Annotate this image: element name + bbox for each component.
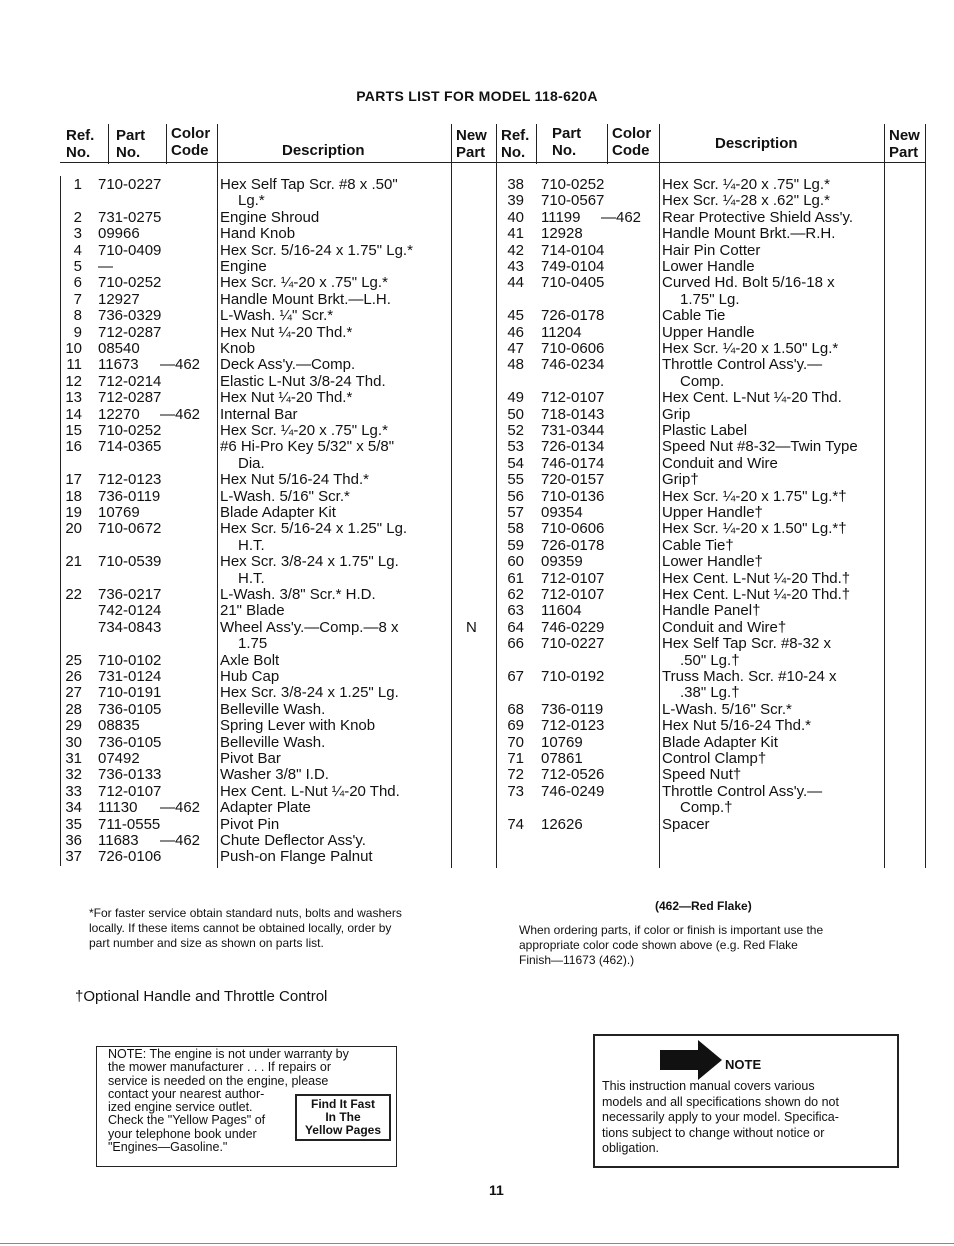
part-no: 736-0119 bbox=[98, 487, 161, 505]
ref-no: 14 bbox=[65, 405, 82, 423]
ref-no: 32 bbox=[65, 766, 82, 784]
part-no: 712-0123 bbox=[98, 471, 162, 489]
description: Hex Cent. L-Nut ¼-20 Thd. bbox=[220, 782, 400, 800]
ref-no: 16 bbox=[65, 438, 82, 456]
part-no: 712-0107 bbox=[541, 569, 605, 587]
description: Hex Cent. L-Nut ¼-20 Thd.† bbox=[662, 569, 851, 587]
part-no: 736-0105 bbox=[98, 733, 162, 751]
ref-no: 50 bbox=[507, 405, 524, 423]
part-no: 11130 bbox=[98, 799, 138, 817]
ref-no: 17 bbox=[65, 471, 82, 489]
description: Truss Mach. Scr. #10-24 x bbox=[662, 668, 837, 685]
ref-no: 53 bbox=[507, 438, 524, 456]
yellow-pages-logo: Find It Fast In The Yellow Pages bbox=[295, 1094, 391, 1141]
part-no: 710-0672 bbox=[98, 520, 162, 538]
color-code: —462 bbox=[160, 832, 201, 849]
col-header-color-left: Color Code bbox=[171, 125, 211, 159]
description: Hex Scr. ¼-20 x .75" Lg.* bbox=[662, 176, 830, 193]
part-no: 736-0329 bbox=[98, 307, 162, 325]
standard-parts-footnote: *For faster service obtain standard nuts, bolts and washers locally. If these items cannot be obtained locally, order by part number and size as shown on parts list. bbox=[89, 906, 402, 950]
part-no: 736-0119 bbox=[541, 700, 604, 718]
part-no: 11204 bbox=[541, 323, 582, 341]
ref-no: 4 bbox=[73, 241, 82, 259]
ref-no: 44 bbox=[507, 274, 524, 292]
ref-no: 7 bbox=[73, 290, 82, 308]
bottom-rule bbox=[0, 1243, 954, 1244]
part-no: 08835 bbox=[98, 717, 140, 735]
description: Lower Handle bbox=[662, 258, 755, 275]
part-no: 746-0234 bbox=[541, 356, 605, 374]
part-no: 10769 bbox=[98, 504, 140, 521]
part-no: 736-0105 bbox=[98, 700, 162, 718]
part-no: 10769 bbox=[541, 733, 583, 751]
divider bbox=[884, 124, 885, 868]
part-no: — bbox=[98, 258, 113, 275]
description-cont: H.T. bbox=[238, 569, 265, 587]
ref-no: 19 bbox=[65, 504, 82, 521]
description: Belleville Wash. bbox=[220, 700, 326, 718]
ref-no: 34 bbox=[65, 799, 82, 817]
col-header-color-right: Color Code bbox=[612, 125, 652, 159]
color-code-legend: (462—Red Flake) bbox=[655, 899, 752, 913]
ref-no: 15 bbox=[65, 422, 82, 439]
part-no: 746-0174 bbox=[541, 454, 605, 472]
ref-no: 25 bbox=[65, 651, 82, 669]
ref-no: 18 bbox=[65, 487, 82, 505]
description-cont: Lg.* bbox=[238, 192, 265, 210]
ref-no: 70 bbox=[507, 733, 524, 751]
ref-no: 26 bbox=[65, 668, 82, 685]
col-header-part-no-right: Part No. bbox=[552, 125, 582, 159]
part-no: 12928 bbox=[541, 225, 583, 243]
ref-no: 58 bbox=[507, 520, 524, 538]
part-no: 726-0178 bbox=[541, 536, 605, 554]
description: Throttle Control Ass'y.— bbox=[662, 782, 823, 800]
description: Deck Ass'y.—Comp. bbox=[220, 356, 356, 374]
description: L-Wash. 5/16" Scr.* bbox=[662, 700, 792, 718]
part-no: 12927 bbox=[98, 290, 140, 308]
part-no: 12626 bbox=[541, 815, 583, 833]
description: 21" Blade bbox=[220, 602, 285, 620]
divider bbox=[925, 124, 926, 868]
ref-no: 33 bbox=[65, 782, 82, 800]
description: Chute Deflector Ass'y. bbox=[220, 832, 366, 849]
description: Hex Nut 5/16-24 Thd.* bbox=[662, 717, 811, 735]
ordering-footnote: When ordering parts, if color or finish is important use the appropriate color code shown above (e.g. Red Flake Finish—11673 (462).) bbox=[519, 923, 824, 967]
ref-no: 27 bbox=[65, 684, 82, 702]
ref-no: 31 bbox=[65, 750, 82, 767]
description: Internal Bar bbox=[220, 405, 298, 423]
ref-no: 29 bbox=[65, 717, 82, 735]
description: Hair Pin Cotter bbox=[662, 241, 761, 259]
ref-no: 12 bbox=[65, 372, 82, 390]
description: Hex Self Tap Scr. #8-32 x bbox=[662, 635, 831, 653]
part-no: 11604 bbox=[541, 602, 582, 620]
description: Hex Nut ¼-20 Thd.* bbox=[220, 323, 353, 341]
description: Knob bbox=[220, 340, 256, 357]
part-no: 736-0217 bbox=[98, 586, 162, 603]
part-no: 718-0143 bbox=[541, 405, 605, 423]
ref-no: 39 bbox=[507, 192, 524, 210]
description-cont: Comp. bbox=[680, 372, 725, 390]
description: Pivot Pin bbox=[220, 815, 280, 833]
ref-no: 60 bbox=[507, 553, 524, 571]
ref-no: 52 bbox=[507, 422, 524, 439]
description: Hex Self Tap Scr. #8 x .50" bbox=[220, 176, 398, 193]
description: Washer 3/8" I.D. bbox=[220, 766, 329, 784]
col-header-description-right: Description bbox=[715, 135, 798, 152]
ref-no: 45 bbox=[507, 307, 524, 325]
description: Handle Panel† bbox=[662, 602, 761, 620]
description: Handle Mount Brkt.—R.H. bbox=[662, 225, 836, 243]
description: Hex Scr. 3/8-24 x 1.75" Lg. bbox=[220, 553, 399, 571]
part-no: 09354 bbox=[541, 504, 583, 521]
ref-no: 47 bbox=[507, 340, 524, 357]
divider bbox=[166, 124, 167, 164]
description: Speed Nut #8-32—Twin Type bbox=[662, 438, 858, 456]
ref-no: 3 bbox=[73, 225, 82, 243]
ref-no: 69 bbox=[507, 717, 524, 735]
description: Grip bbox=[662, 405, 691, 423]
col-header-ref-right: Ref. No. bbox=[501, 127, 530, 161]
part-no: 710-0252 bbox=[541, 176, 605, 193]
description: Conduit and Wire† bbox=[662, 618, 787, 636]
ref-no: 43 bbox=[507, 258, 524, 275]
manual-note-text: This instruction manual covers various models and all specifications shown do not necessarily apply to your model. Specifica- tions subject to change without notice or obligation. bbox=[602, 1079, 839, 1155]
ref-no: 55 bbox=[507, 471, 524, 489]
ref-no: 40 bbox=[507, 208, 524, 226]
ref-no: 59 bbox=[507, 536, 524, 554]
description: Upper Handle bbox=[662, 323, 755, 341]
part-no: 11683 bbox=[98, 832, 139, 849]
part-no: 712-0107 bbox=[541, 389, 605, 407]
part-no: 734-0843 bbox=[98, 618, 162, 636]
ref-no: 56 bbox=[507, 487, 524, 505]
description: Lower Handle† bbox=[662, 553, 763, 571]
description: L-Wash. 5/16" Scr.* bbox=[220, 487, 350, 505]
part-no: 746-0229 bbox=[541, 618, 605, 636]
part-no: 726-0178 bbox=[541, 307, 605, 325]
divider bbox=[536, 124, 537, 164]
divider bbox=[217, 124, 218, 868]
description: Hex Cent. L-Nut ¼-20 Thd.† bbox=[662, 586, 851, 603]
ref-no: 42 bbox=[507, 241, 524, 259]
part-no: 712-0107 bbox=[98, 782, 162, 800]
ref-no: 67 bbox=[507, 668, 524, 685]
description: Axle Bolt bbox=[220, 651, 280, 669]
description: Rear Protective Shield Ass'y. bbox=[662, 208, 854, 226]
ref-no: 71 bbox=[507, 750, 524, 767]
part-no: 710-0567 bbox=[541, 192, 605, 210]
col-header-new-left: New Part bbox=[456, 127, 487, 161]
ref-no: 22 bbox=[65, 586, 82, 603]
page-number: 11 bbox=[489, 1182, 504, 1198]
ref-no: 10 bbox=[65, 340, 82, 357]
description: Hex Nut ¼-20 Thd.* bbox=[220, 389, 353, 407]
ref-no: 62 bbox=[507, 586, 524, 603]
description: Hex Scr. ¼-20 x 1.75" Lg.*† bbox=[662, 487, 847, 505]
description: L-Wash. ¼" Scr.* bbox=[220, 307, 334, 325]
color-code: —462 bbox=[160, 405, 201, 423]
ref-no: 13 bbox=[65, 389, 82, 407]
description-cont: .38" Lg.† bbox=[680, 684, 740, 702]
description: Hex Scr. ¼-20 x 1.50" Lg.*† bbox=[662, 520, 847, 538]
part-no: 731-0344 bbox=[541, 422, 605, 439]
ref-no: 61 bbox=[507, 569, 524, 587]
description: L-Wash. 3/8" Scr.* H.D. bbox=[220, 586, 376, 603]
description: Cable Tie† bbox=[662, 536, 734, 554]
part-no: 710-0606 bbox=[541, 520, 605, 538]
engine-note-text: NOTE: The engine is not under warranty by the mower manufacturer . . . If repairs or service is needed on the engine, please contact your nearest author- ized engine service outlet. Check the "Yellow Pages" of your telephone book under "Engines—Gasoline." bbox=[108, 1047, 349, 1155]
ref-no: 21 bbox=[65, 553, 82, 571]
description: Engine Shroud bbox=[220, 208, 320, 226]
part-no: 11673 bbox=[98, 356, 139, 374]
ref-no: 6 bbox=[73, 274, 82, 292]
description: Hex Scr. ¼-28 x .62" Lg.* bbox=[662, 192, 830, 210]
description: Hex Scr. 3/8-24 x 1.25" Lg. bbox=[220, 684, 399, 702]
part-no: 710-0252 bbox=[98, 274, 162, 292]
description: Adapter Plate bbox=[220, 799, 311, 817]
description: Hex Scr. ¼-20 x 1.50" Lg.* bbox=[662, 340, 839, 357]
ref-no: 11 bbox=[66, 356, 82, 374]
ref-no: 73 bbox=[507, 782, 524, 800]
description: Hex Scr. 5/16-24 x 1.25" Lg. bbox=[220, 520, 408, 538]
col-header-part-no-left: Part No. bbox=[116, 127, 146, 161]
ref-no: 2 bbox=[73, 208, 82, 226]
part-no: 12270 bbox=[98, 405, 140, 423]
divider bbox=[496, 124, 497, 868]
part-no: 712-0107 bbox=[541, 586, 605, 603]
divider bbox=[607, 124, 608, 164]
description-cont: H.T. bbox=[238, 536, 265, 554]
description-cont: .50" Lg.† bbox=[680, 651, 740, 669]
part-no: 07492 bbox=[98, 750, 140, 767]
part-no: 710-0227 bbox=[541, 635, 605, 653]
description: Elastic L-Nut 3/8-24 Thd. bbox=[220, 372, 386, 390]
description-cont: 1.75 bbox=[238, 635, 268, 653]
ref-no: 35 bbox=[65, 815, 82, 833]
manual-note-label: NOTE bbox=[725, 1057, 762, 1072]
header-rule bbox=[60, 162, 926, 163]
description: Grip† bbox=[662, 471, 699, 489]
description: Curved Hd. Bolt 5/16-18 x bbox=[662, 274, 835, 292]
part-no: 710-0136 bbox=[541, 487, 605, 505]
ref-no: 8 bbox=[73, 307, 82, 325]
part-no: 07861 bbox=[541, 750, 583, 767]
ref-no: 9 bbox=[73, 323, 82, 341]
part-no: 710-0409 bbox=[98, 241, 162, 259]
description: #6 Hi-Pro Key 5/32" x 5/8" bbox=[220, 438, 395, 456]
divider bbox=[659, 124, 660, 868]
ref-no: 48 bbox=[507, 356, 524, 374]
part-no: 710-0102 bbox=[98, 651, 162, 669]
description: Control Clamp† bbox=[662, 750, 767, 767]
ref-no: 36 bbox=[65, 832, 82, 849]
description: Hand Knob bbox=[220, 225, 296, 243]
part-no: 11199 bbox=[541, 208, 581, 226]
ref-no: 5 bbox=[73, 258, 82, 275]
ref-no: 72 bbox=[507, 766, 524, 784]
ref-no: 38 bbox=[507, 176, 524, 193]
page-title: PARTS LIST FOR MODEL 118-620A bbox=[356, 88, 598, 104]
ref-no: 1 bbox=[73, 176, 82, 193]
description: Plastic Label bbox=[662, 422, 748, 439]
description: Wheel Ass'y.—Comp.—8 x bbox=[220, 618, 399, 636]
part-no: 714-0104 bbox=[541, 241, 605, 259]
part-no: 749-0104 bbox=[541, 258, 605, 275]
description: Handle Mount Brkt.—L.H. bbox=[220, 290, 391, 308]
new-part-flag: N bbox=[466, 618, 477, 636]
part-no: 710-0405 bbox=[541, 274, 605, 292]
description: Upper Handle† bbox=[662, 504, 763, 521]
part-no: 714-0365 bbox=[98, 438, 162, 456]
description: Hub Cap bbox=[220, 668, 280, 685]
description: Speed Nut† bbox=[662, 766, 742, 784]
description: Hex Scr. 5/16-24 x 1.75" Lg.* bbox=[220, 241, 413, 259]
part-no: 712-0287 bbox=[98, 389, 162, 407]
ref-no: 49 bbox=[507, 389, 524, 407]
part-no: 712-0287 bbox=[98, 323, 162, 341]
ref-no: 30 bbox=[65, 733, 82, 751]
description: Belleville Wash. bbox=[220, 733, 326, 751]
part-no: 710-0227 bbox=[98, 176, 162, 193]
part-no: 712-0214 bbox=[98, 372, 162, 390]
part-no: 710-0539 bbox=[98, 553, 162, 571]
description: Blade Adapter Kit bbox=[662, 733, 778, 751]
ref-no: 54 bbox=[507, 454, 524, 472]
color-code: —462 bbox=[160, 799, 201, 817]
part-no: 731-0124 bbox=[98, 668, 162, 685]
description: Conduit and Wire bbox=[662, 454, 778, 472]
part-no: 731-0275 bbox=[98, 208, 162, 226]
description-cont: Dia. bbox=[238, 454, 265, 472]
description: Push-on Flange Palnut bbox=[220, 848, 373, 866]
ref-no: 64 bbox=[507, 618, 524, 636]
description: Hex Cent. L-Nut ¼-20 Thd. bbox=[662, 389, 842, 407]
description: Hex Nut 5/16-24 Thd.* bbox=[220, 471, 369, 489]
part-no: 746-0249 bbox=[541, 782, 605, 800]
part-no: 742-0124 bbox=[98, 602, 162, 620]
part-no: 710-0606 bbox=[541, 340, 605, 357]
part-no: 08540 bbox=[98, 340, 140, 357]
description: Pivot Bar bbox=[220, 750, 281, 767]
ref-no: 41 bbox=[507, 225, 524, 243]
part-no: 09966 bbox=[98, 225, 140, 243]
color-code: —462 bbox=[601, 208, 642, 226]
ref-no: 20 bbox=[65, 520, 82, 538]
description: Hex Scr. ¼-20 x .75" Lg.* bbox=[220, 274, 388, 292]
ref-no: 63 bbox=[507, 602, 524, 620]
part-no: 726-0134 bbox=[541, 438, 605, 456]
ref-no: 66 bbox=[507, 635, 524, 653]
part-no: 710-0191 bbox=[98, 684, 162, 702]
ref-no: 28 bbox=[65, 700, 82, 718]
ref-no: 46 bbox=[507, 323, 524, 341]
part-no: 712-0123 bbox=[541, 717, 605, 735]
col-header-ref-left: Ref. No. bbox=[66, 127, 95, 161]
arrow-icon bbox=[660, 1040, 722, 1080]
description: Throttle Control Ass'y.— bbox=[662, 356, 823, 374]
col-header-new-right: New Part bbox=[889, 127, 920, 161]
description: Spring Lever with Knob bbox=[220, 717, 376, 735]
divider bbox=[108, 124, 109, 164]
part-no: 710-0192 bbox=[541, 668, 605, 685]
part-no: 710-0252 bbox=[98, 422, 162, 439]
part-no: 720-0157 bbox=[541, 471, 605, 489]
part-no: 09359 bbox=[541, 553, 583, 571]
color-code: —462 bbox=[160, 356, 201, 374]
ref-no: 74 bbox=[507, 815, 524, 833]
col-header-description-left: Description bbox=[282, 142, 365, 159]
ref-no: 37 bbox=[65, 848, 82, 866]
description-cont: 1.75" Lg. bbox=[680, 290, 740, 308]
ref-no: 57 bbox=[507, 504, 524, 521]
part-no: 726-0106 bbox=[98, 848, 162, 866]
part-no: 712-0526 bbox=[541, 766, 605, 784]
description: Cable Tie bbox=[662, 307, 726, 325]
description-cont: Comp.† bbox=[680, 799, 733, 817]
part-no: 711-0555 bbox=[98, 815, 161, 833]
description: Spacer bbox=[662, 815, 710, 833]
optional-footnote: †Optional Handle and Throttle Control bbox=[75, 988, 328, 1005]
divider bbox=[451, 124, 452, 868]
part-no: 736-0133 bbox=[98, 766, 162, 784]
description: Blade Adapter Kit bbox=[220, 504, 336, 521]
description: Hex Scr. ¼-20 x .75" Lg.* bbox=[220, 422, 388, 439]
ref-no: 68 bbox=[507, 700, 524, 718]
description: Engine bbox=[220, 258, 267, 275]
